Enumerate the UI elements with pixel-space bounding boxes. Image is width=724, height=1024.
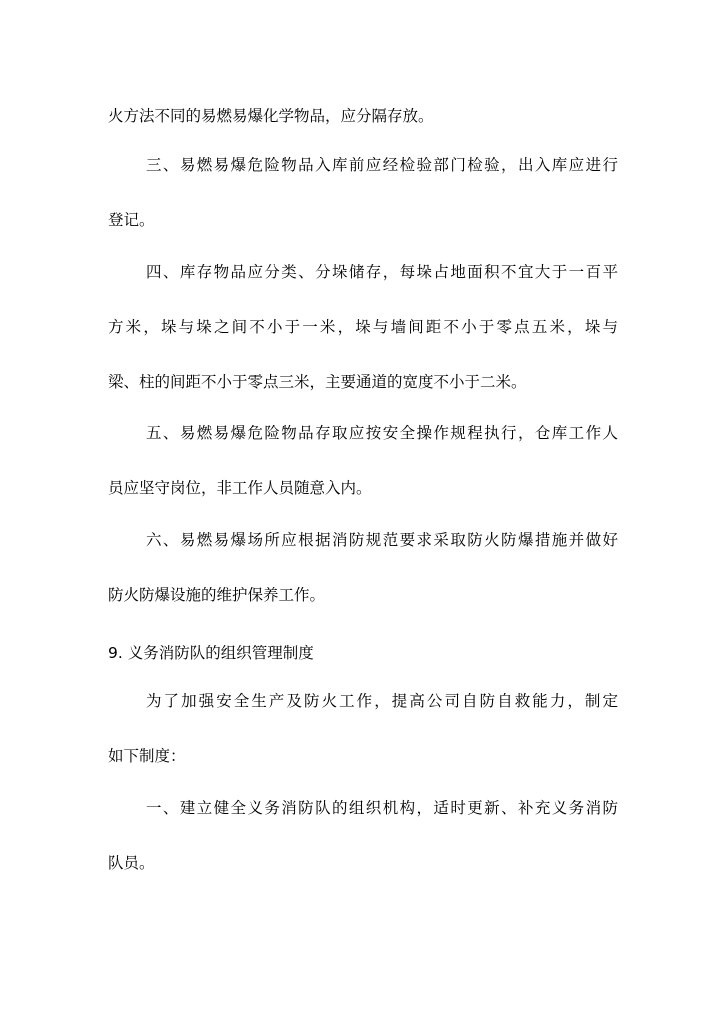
text-line: 火方法不同的易燃易爆化学物品，应分隔存放。: [108, 107, 434, 125]
text-line: 一、建立健全义务消防队的组织机构，适时更新、补充义务消防: [146, 799, 618, 817]
text-line: 为了加强安全生产及防火工作，提高公司自防自救能力，制定: [146, 692, 618, 710]
text-line: 方米，垛与垛之间不小于一米，垛与墙间距不小于零点五米，垛与: [108, 318, 618, 336]
text-line: 登记。: [108, 211, 155, 229]
text-line: 三、易燃易爆危险物品入库前应经检验部门检验，出入库应进行: [146, 156, 618, 174]
text-line: 队员。: [108, 854, 155, 872]
text-line: 员应坚守岗位，非工作人员随意入内。: [108, 479, 372, 497]
text-line: 四、库存物品应分类、分垛储存，每垛占地面积不宜大于一百平: [146, 263, 618, 281]
text-line: 如下制度：: [108, 747, 186, 765]
section-heading: 9. 义务消防队的组织管理制度: [108, 644, 314, 662]
text-line: 六、易燃易爆场所应根据消防规范要求采取防火防爆措施并做好: [146, 531, 618, 549]
text-line: 梁、柱的间距不小于零点三米，主要通道的宽度不小于二米。: [108, 373, 527, 391]
text-line: 防火防爆设施的维护保养工作。: [108, 586, 326, 604]
text-line: 五、易燃易爆危险物品存取应按安全操作规程执行，仓库工作人: [146, 424, 618, 442]
